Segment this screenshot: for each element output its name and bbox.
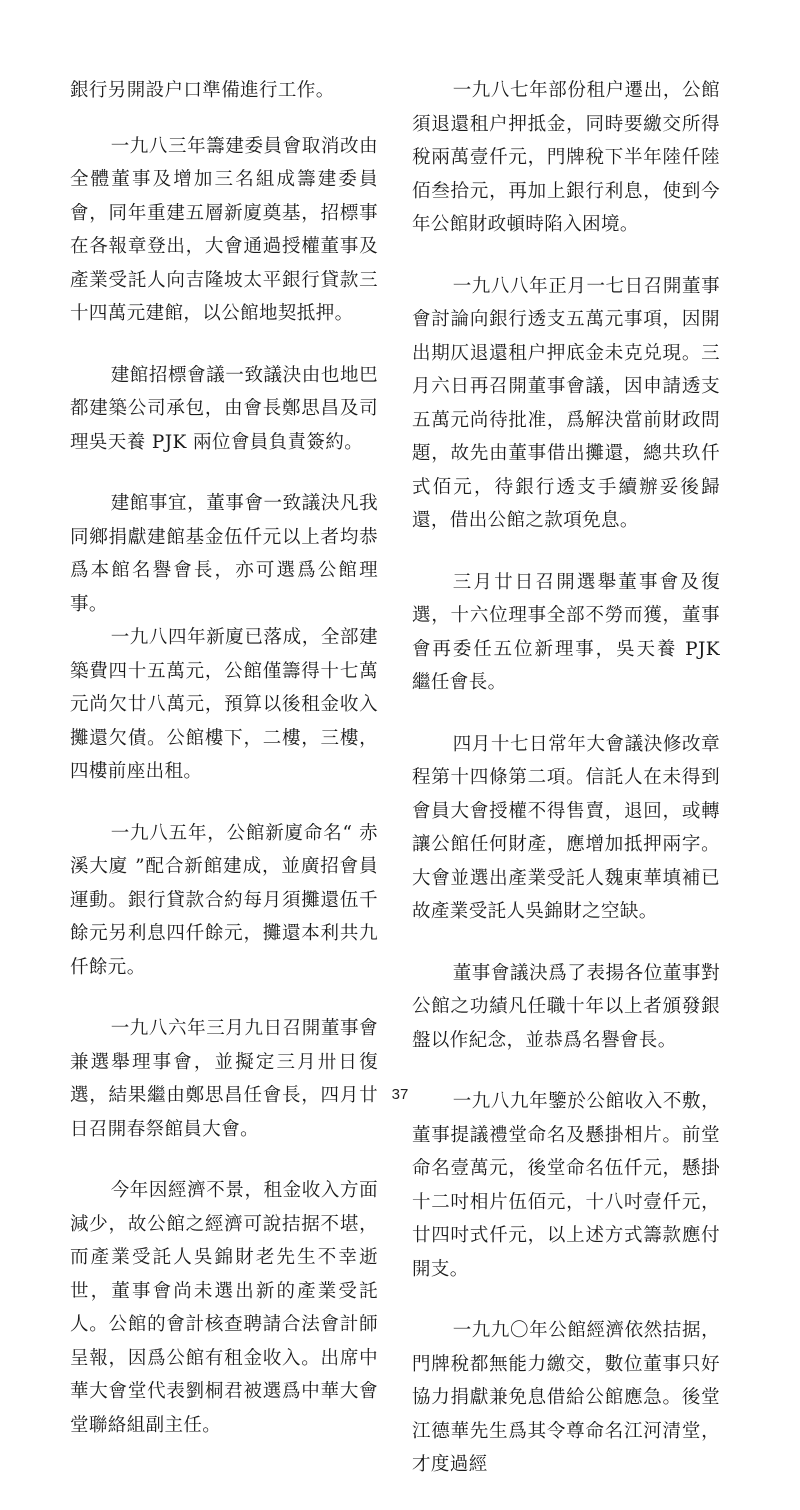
paragraph: 建館事宜，董事會一致議決凡我同鄉捐獻建館基金伍仟元以上者均恭爲本館名譽會長，亦可選爲公館理事。 bbox=[70, 493, 378, 615]
paragraph: 一九八三年籌建委員會取消改由全體董事及增加三名組成籌建委員會，同年重建五層新廈奠基，招標事在各報章登出，大會通過授權董事及產業受託人向吉隆坡太平銀行貸款三十四萬元建館，以公館地契抵押。 bbox=[70, 135, 378, 324]
paragraph: 今年因經濟不景，租金收入方面減少，故公館之經濟可說拮据不堪，而產業受託人吳錦財老先生不幸逝世，董事會尚未選出新的產業受託人。公館的會計核查聘請合法會計師呈報，因爲公館有租金收入。出席中華大會堂代表劉桐君被選爲中華大會堂聯絡組副主任。 bbox=[70, 1180, 378, 1436]
right-column bbox=[412, 74, 720, 1510]
paragraph: 三月廿日召開選舉董事會及復選，十六位理事全部不勞而獲，董事會再委任五位新理事，吳天養 PJK 繼任會長。 bbox=[412, 571, 720, 693]
paragraph: 董事會議決爲了表揚各位董事對公館之功績凡任職十年以上者頒發銀盤以作紀念，並恭爲名譽會長。 bbox=[412, 962, 720, 1051]
paragraph: 一九八七年部份租户遷出，公館須退還租户押抵金，同時要繳交所得稅兩萬壹仟元，門牌稅下半年陸仟陸佰叁拾元，再加上銀行利息，使到今年公館財政頓時陷入困境。 bbox=[412, 80, 720, 235]
left-column bbox=[70, 74, 378, 1470]
paragraph: 銀行另開設户口準備進行工作。 bbox=[70, 80, 335, 101]
paragraph: 一九八五年，公館新廈命名“ 赤溪大廈 ”配合新館建成，並廣招會員運動。銀行貸款合約每月須攤還伍千餘元另利息四仟餘元，攤還本利共九仟餘元。 bbox=[70, 822, 378, 978]
paragraph: 四月十七日常年大會議決修改章程第十四條第二項。信託人在未得到會員大會授權不得售賣，退回，或轉讓公館任何財產，應增加抵押兩字。大會並選出產業受託人魏東華填補已故產業受託人吳錦財之空缺。 bbox=[412, 733, 720, 922]
paragraph: 一九八六年三月九日召開董事會兼選舉理事會，並擬定三月卅日復選，結果繼由鄭思昌任會長，四月廿日召開春祭館員大會。 bbox=[70, 1018, 378, 1140]
paragraph: 一九八九年鑒於公館收入不敷，董事提議禮堂命名及懸掛相片。前堂命名壹萬元，後堂命名伍仟元，懸掛十二吋相片伍佰元，十八吋壹仟元，廿四吋式仟元，以上述方式籌款應付開支。 bbox=[412, 1091, 720, 1280]
paragraph: 建館招標會議一致議決由也地巴都建築公司承包，由會長鄭思昌及司理吳天養 PJK 兩位會員負責簽約。 bbox=[70, 364, 378, 453]
paragraph: 一九九〇年公館經濟依然拮据，門牌稅都無能力繳交，數位董事只好協力捐獻兼免息借給公館應急。後堂江德華先生爲其令尊命名江河清堂，才度過經 bbox=[412, 1320, 720, 1475]
page-number: 37 bbox=[391, 1086, 409, 1103]
paragraph: 一九八四年新廈已落成，全部建築費四十五萬元，公館僅籌得十七萬元尚欠廿八萬元，預算以後租金收入攤還欠債。公館樓下，二樓，三樓，四樓前座出租。 bbox=[70, 627, 378, 782]
paragraph: 一九八八年正月一七日召開董事會討論向銀行透支五萬元事項，因開出期仄退還租户押底金未克兑現。三月六日再召開董事會議，因申請透支五萬元尚待批准，爲解決當前財政問題，故先由董事借出攤還，總共玖仟式佰元，待銀行透支手續辦妥後歸還，借出公館之款項免息。 bbox=[412, 275, 720, 531]
